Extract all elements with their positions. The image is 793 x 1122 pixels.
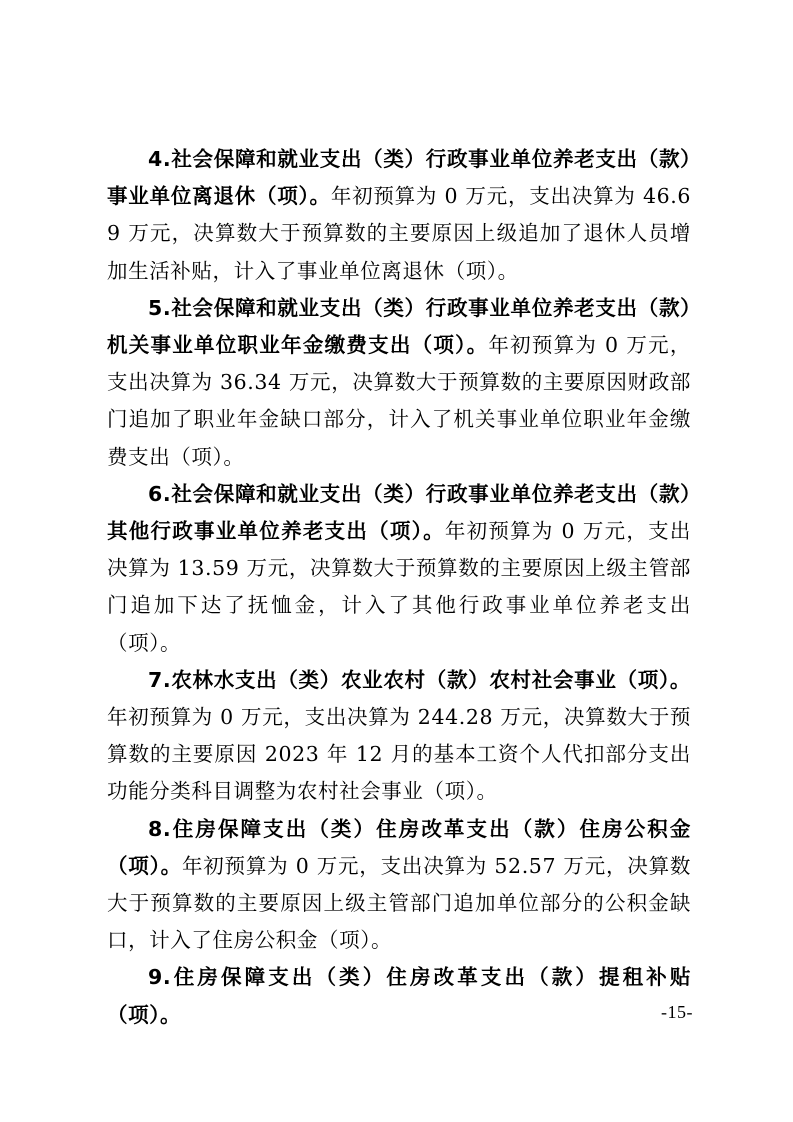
- paragraph-heading: 8.住房保障支出（类）住房改革支出（款）住房公积金（项）。: [107, 816, 691, 878]
- paragraph-item-5: [107, 290, 691, 476]
- paragraph-body: 年初预算为 0 万元，支出决算为 36.34 万元，决算数大于预算数的主要原因财政部门追加了职业年金缺口部分，计入了机关事业单位职业年金缴费支出（项）。: [107, 333, 691, 469]
- paragraph-heading: 4.社会保障和就业支出（类）行政事业单位养老支出（款）事业单位离退休（项）。: [107, 147, 691, 209]
- paragraph-heading: 6.社会保障和就业支出（类）行政事业单位养老支出（款）其他行政事业单位养老支出（项）。: [107, 481, 691, 544]
- paragraph-heading: 7.农林水支出（类）农业农村（款）农村社会事业（项）。: [148, 667, 691, 692]
- paragraph-body: 年初预算为 0 万元，支出决算为 52.57 万元，决算数大于预算数的主要原因上级主管部门追加单位部分的公积金缺口，计入了住房公积金（项）。: [107, 853, 691, 953]
- paragraph-body: 年初预算为 0 万元，支出决算为 46.69 万元，决算数大于预算数的主要原因上级追加了退休人员增加生活补贴，计入了事业单位离退休（项）。: [107, 184, 691, 283]
- paragraph-body: 年初预算为 0 万元，支出决算为 244.28 万元，决算数大于预算数的主要原因 2023 年 12 月的基本工资个人代扣部分支出功能分类科目调整为农村社会事业（项）。: [107, 705, 691, 804]
- paragraph-item-9: [107, 959, 691, 1033]
- paragraph-body: 年初预算为 0 万元，支出决算为 13.59 万元，决算数大于预算数的主要原因上级主管部门追加下达了抚恤金，计入了其他行政事业单位养老支出（项）。: [107, 519, 692, 655]
- paragraph-item-6: [107, 476, 691, 662]
- paragraph-heading: 9.住房保障支出（类）住房改革支出（款）提租补贴（项）。: [107, 965, 691, 1027]
- document-body: [107, 141, 691, 1034]
- paragraph-item-8: [107, 811, 691, 960]
- paragraph-heading: 5.社会保障和就业支出（类）行政事业单位养老支出（款）机关事业单位职业年金缴费支出（项）。: [107, 295, 691, 358]
- paragraph-item-7: [107, 662, 691, 811]
- paragraph-item-4: [107, 141, 691, 290]
- page-number: -15-: [661, 1002, 693, 1022]
